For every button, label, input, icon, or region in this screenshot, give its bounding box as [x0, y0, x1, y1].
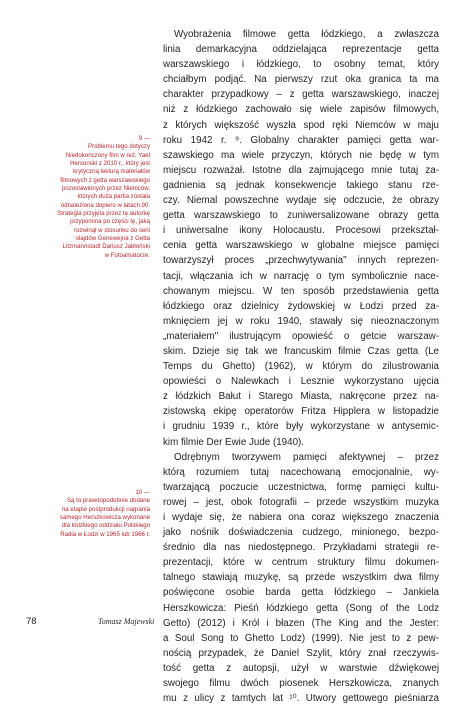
- sidenote-line: pozostawionych przez Niemców,: [61, 185, 150, 193]
- body-text-line: Herszkowicza: Pieśń łódzkiego getta (Song of the Lodz: [163, 602, 439, 614]
- body-text-line: chciałbym podjąć. Na pierwszy rzut oka granica ta ma: [163, 74, 439, 86]
- body-text-line: opowieści o Nalewkach i Lesznie wykorzystano ujęcia: [163, 376, 439, 388]
- sidenote-line: Radia w Łodzi w 1965 lub 1966 r.: [60, 530, 150, 538]
- body-text-line: charakter przypadkowy – z getta warszawskiego, inaczej: [163, 89, 439, 101]
- body-text-line: tacji, włączania ich w narrację o tym symbolicznie nace-: [163, 270, 439, 282]
- sidenote-line: Litzmannstadt Dariusz Jabłoński: [62, 243, 150, 251]
- sidenote-line: Problemu tego dotyczy: [88, 143, 150, 151]
- body-text-line: średnio dla nas niedostępnego. Przykładami strategii re-: [163, 542, 439, 554]
- body-text-line: poświęcone osobie barda getta łódzkiego – Jankiela: [163, 587, 439, 599]
- body-text-line: i wydaje się, że nabiera ona coraz większego znaczenia: [163, 512, 439, 523]
- body-text-line: z łódzkich Bałut i Starego Miasta, nakręcone przez na-: [163, 391, 439, 403]
- body-text-line: jako nośnik doświadczenia cudzego, minionego, bezpo-: [163, 527, 439, 539]
- body-text-line: niż z łódzkiego zachowało się wiele zapisów filmowych,: [163, 104, 439, 116]
- body-text-line: cenia getta warszawskiego w globalne miejsce pamięci: [163, 240, 439, 252]
- body-text-line: zistowską ekipę operatorów Fritza Hipplera w listopadzie: [163, 406, 439, 418]
- body-text-line: getta warszawskiego to zuniwersalizowane obrazy getta: [163, 210, 439, 222]
- body-text-line: z których większość wyszła spod ręki Niemców w maju: [163, 119, 439, 131]
- body-text-line: mu z ulicy z tamtych lat ¹⁰. Utwory gettowego pieśniarza: [163, 693, 439, 705]
- sidenote-line: przypomina po części tę, jaką: [70, 218, 150, 226]
- sidenote-10: [8, 489, 150, 539]
- body-text-line: towarzyszył proces „przechwytywania" innych reprezen-: [163, 255, 439, 267]
- sidenote-number: 9 —: [138, 135, 150, 142]
- sidenote-line: Hersonski z 2010 r., który jest: [70, 160, 150, 168]
- sidenote-line: slajdów Genewejna z Getta: [75, 235, 150, 243]
- body-text-line: miejscu rozważał. Istotne dla zajmującego mnie tutaj za-: [163, 164, 439, 176]
- sidenote-line: Są to prawdopodobnie dodane: [66, 497, 150, 505]
- page-number: 78: [26, 616, 37, 627]
- body-text-line: twarzającą poczucie uczestnictwa, formę pamięci kultu-: [163, 481, 439, 493]
- body-text-line: „materiałem" ilustrującym opowieść o getcie warszaw-: [163, 330, 439, 342]
- body-text-line: linia demarkacyjna oddzielająca reprezentacje getta: [163, 44, 439, 56]
- body-text-line: gadnienia są jednak konsekwencje takiego stanu rze-: [163, 179, 439, 191]
- body-text-line: warszawskiego i łódzkiego, to osobny temat, który: [163, 59, 439, 71]
- body-text-line: kim filmie Der Ewie Jude (1940).: [163, 436, 305, 448]
- body-text-line: czy. Niemal powszechne wydaje się odczucie, że obrazy: [163, 195, 439, 207]
- sidenote-line: rozwinął w stosunku do serii: [74, 226, 150, 234]
- body-text-line: Wyobrażenia filmowe getta łódzkiego, a zwłaszcza: [174, 29, 439, 40]
- sidenote-line: dla łódzkiego oddziału Polskiego: [61, 522, 150, 530]
- sidenote-line: których duża partia została: [77, 193, 150, 201]
- body-text-line: łódzkiego oraz dzielnicy żydowskiej w Łodzi przed za-: [163, 300, 439, 312]
- body-text-line: skim. Dzieje się tak we francuskim filmie Czas getta (Le: [163, 345, 439, 357]
- body-text-line: rowej – jest, obok fotografii – przede wszystkim muzyka: [163, 496, 439, 508]
- sidenote-text: [8, 143, 150, 260]
- body-text-line: Getto) (2012) i Król i błazen (The King and the Jester:: [163, 617, 439, 629]
- page-footer: [26, 616, 454, 630]
- body-text-line: którą rozumiem tutaj nacechowaną emocjonalnie, wy-: [163, 466, 439, 478]
- sidenote-line: odnaleziona dopiero w latach 90.: [60, 201, 150, 209]
- sidenote-9: [8, 135, 150, 260]
- body-text-line: swojego filmu dwóch piosenek Herszkowicza, znanych: [163, 678, 439, 690]
- body-text-line: i uniwersalne ikony Holocaustu. Procesowi przekształ-: [163, 225, 439, 237]
- sidenote-text: [8, 497, 150, 539]
- sidenote-line: Niedokończony film w reż. Yael: [65, 151, 150, 159]
- sidenote-number: 10 —: [135, 489, 150, 496]
- body-text-line: talnego stawiają muzykę, są przede wszystkim dwa filmy: [163, 572, 439, 584]
- body-text-line: tość getta z autopsji, użył w warstwie dźwiękowej: [163, 662, 439, 674]
- body-text-line: i grudniu 1939 r., które były wykorzystane w antysemic-: [163, 421, 439, 433]
- body-text-line: szawskiego ma wiele przyczyn, których nie będę w tym: [163, 149, 439, 161]
- sidenote-line: filmowych z getta warszawskiego: [60, 176, 150, 184]
- body-text-line: mknięciem jej w roku 1940, stawały się nieoznaczonym: [163, 315, 439, 327]
- body-text-line: nością przypadek, że Daniel Szylit, który znał rzeczywis-: [163, 647, 439, 659]
- main-text-column: [163, 27, 439, 706]
- body-text-line: Temps du Ghetto) (1962), w którym do zilustrowania: [163, 361, 439, 373]
- body-text-line: Odrębnym tworzywem pamięci afektywnej – przez: [174, 451, 439, 463]
- sidenote-line: w Fotoamatorze.: [104, 251, 150, 259]
- sidenote-line: krytyczną lekturą materiałów: [73, 168, 150, 176]
- body-text-line: chowanym miejscu. W ten sposób przedstawienia getta: [163, 285, 439, 297]
- body-text-line: roku 1942 r. ⁹. Globalny charakter pamięci getta war-: [163, 134, 439, 146]
- sidenote-line: na etapie postprodukcji nagrania: [61, 505, 150, 513]
- sidenote-line: samego Herszkowicza wykonane: [59, 514, 150, 522]
- sidenote-line: Strategia przyjęta przez tę autorkę: [57, 210, 150, 218]
- running-header-author: Tomasz Majewski: [98, 617, 155, 626]
- body-text-line: prezentacji, które w centrum struktury filmu dokumen-: [163, 557, 439, 569]
- body-text-line: a Soul Song to Ghetto Lodz) (1999). Nie jest to z pew-: [163, 632, 439, 644]
